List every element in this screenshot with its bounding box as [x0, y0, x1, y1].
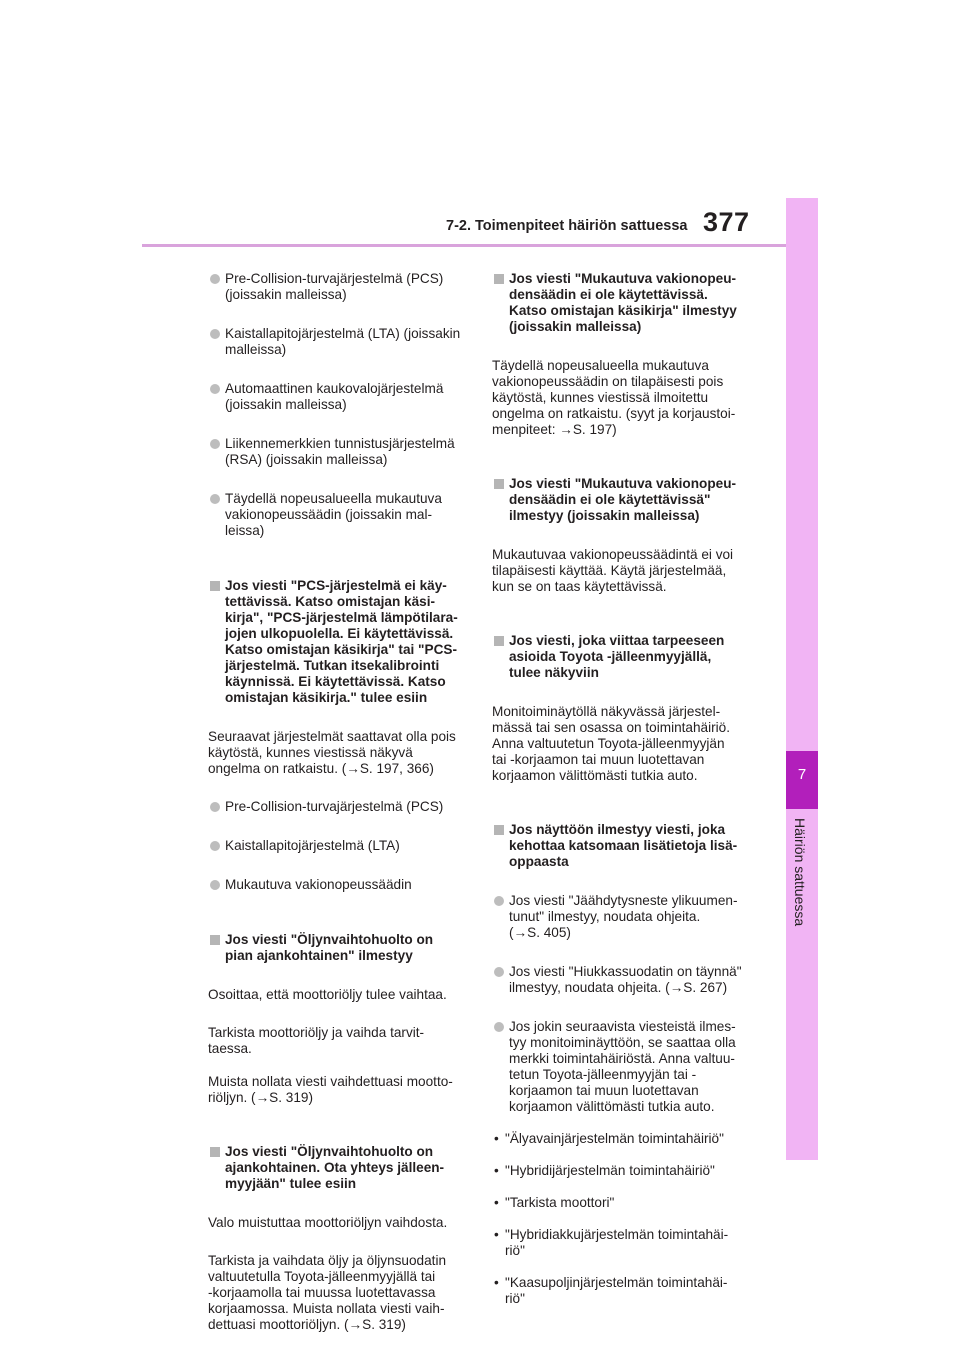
list-item: Pre-Collision-turvajärjestelmä (PCS) [208, 799, 470, 815]
section-heading: Jos viesti, joka viittaa tarpeeseen asioida Toyota -jälleenmyyjällä, tulee näkyviin [492, 633, 754, 681]
list-item: Kaistallapitojärjestelmä (LTA) [208, 838, 470, 854]
message-item: • "Älyavainjärjestelmän toimintahäiriö" [492, 1131, 754, 1147]
paragraph: Mukautuvaa vakionopeussäädintä ei voi tilapäisesti käyttää. Käytä järjestelmää, kun se on taas käytettävissä. [492, 547, 734, 594]
header-divider [142, 244, 790, 247]
message-item: • "Kaasupoljinjärjestelmän toimintahäi- riö" [492, 1275, 754, 1307]
list-item: Automaattinen kaukovalojärjestelmä (joissakin malleissa) [208, 381, 470, 413]
chapter-side-tab [786, 198, 818, 1160]
right-column [492, 255, 754, 1323]
message-item: • "Hybridiakkujärjestelmän toimintahäi- riö" [492, 1227, 754, 1259]
paragraph: Monitoiminäytöllä näkyvässä järjestel- mässä tai sen osassa on toimintahäiriö. Anna valtuutetun Toyota-jälleenmyyjän tai -korjaamon tai muun luotettavan korjaamon välittömästi tutkia auto. [492, 704, 731, 783]
list-item: Pre-Collision-turvajärjestelmä (PCS) (joissakin malleissa) [208, 271, 470, 303]
chapter-label: Häiriön sattuessa [792, 818, 808, 927]
section-heading: Jos näyttöön ilmestyy viesti, joka kehottaa katsomaan lisätietoja lisä- oppaasta [492, 822, 754, 870]
section-heading: Jos viesti "Mukautuva vakionopeu- densäädin ei ole käytettävissä" ilmestyy (joissakin malleissa) [492, 476, 754, 524]
list-item: Mukautuva vakionopeussäädin [208, 877, 470, 893]
list-item: Kaistallapitojärjestelmä (LTA) (joissakin malleissa) [208, 326, 470, 358]
section-heading: Jos viesti "PCS-järjestelmä ei käy- tettävissä. Katso omistajan käsi- kirja", "PCS-järjestelmä lämpötilara- jojen ulkopuolella. Ei käytettävissä. Katso omistajan käsikirja" tai "PCS- järjestelmä. Tutkan itsekalibrointi käynnissä. Ei käytettävissä. Katso omistajan käsikirja." tulee esiin [208, 578, 470, 706]
chapter-number: 7 [797, 766, 807, 783]
list-item: Jos viesti "Jäähdytysneste ylikuumen- tunut" ilmestyy, noudata ohjeita. (→S. 405) [492, 893, 754, 941]
paragraph: Seuraavat järjestelmät saattavat olla pois käytöstä, kunnes viestissä näkyvä ongelma on ratkaistu. (→S. 197, 366) [208, 729, 456, 776]
message-item: • "Hybridijärjestelmän toimintahäiriö" [492, 1163, 754, 1179]
section-header-title: 7-2. Toimenpiteet häiriön sattuessa [446, 218, 688, 234]
section-heading: Jos viesti "Öljynvaihtohuolto on pian ajankohtainen" ilmestyy [208, 932, 470, 964]
section-heading: Jos viesti "Mukautuva vakionopeu- densäädin ei ole käytettävissä. Katso omistajan käsikirja" ilmestyy (joissakin malleissa) [492, 271, 754, 335]
paragraph: Muista nollata viesti vaihdettuasi mootto- riöljyn. (→S. 319) [208, 1074, 453, 1105]
paragraph: Tarkista ja vaihdata öljy ja öljynsuodatin valtuutetulla Toyota-jälleenmyyjällä tai -korjaamolla tai muussa luotettavassa korjaamossa. Muista nollata viesti vaih- dettuasi moottoriöljyn. (→S. 319) [208, 1253, 447, 1332]
list-item: Jos viesti "Hiukkassuodatin on täynnä" ilmestyy, noudata ohjeita. (→S. 267) [492, 964, 754, 996]
left-column [208, 255, 470, 1355]
paragraph: Tarkista moottoriöljy ja vaihda tarvit- taessa. [208, 1025, 425, 1056]
message-item: • "Tarkista moottori" [492, 1195, 754, 1211]
paragraph: Täydellä nopeusalueella mukautuva vakionopeussäädin on tilapäisesti pois käytöstä, kunnes viestissä ilmoitettu ongelma on ratkaistu. (syyt ja korjaustoi- menpiteet: →S. 197) [492, 358, 736, 437]
list-item: Jos jokin seuraavista viesteistä ilmes- tyy monitoiminäyttöön, se saattaa olla merkki toimintahäiriöstä. Anna valtuu- tetun Toyota-jälleenmyyjän tai - korjaamon tai muun luotettavan korjaamon välittömästi tutkia auto. [492, 1019, 754, 1115]
list-item: Täydellä nopeusalueella mukautuva vakionopeussäädin (joissakin mal- leissa) [208, 491, 470, 539]
list-item: Liikennemerkkien tunnistusjärjestelmä (RSA) (joissakin malleissa) [208, 436, 470, 468]
page-number: 377 [703, 207, 750, 237]
paragraph: Valo muistuttaa moottoriöljyn vaihdosta. [208, 1215, 448, 1230]
section-heading: Jos viesti "Öljynvaihtohuolto on ajankohtainen. Ota yhteys jälleen- myyjään" tulee esiin [208, 1144, 470, 1192]
paragraph: Osoittaa, että moottoriöljy tulee vaihtaa. [208, 987, 447, 1002]
